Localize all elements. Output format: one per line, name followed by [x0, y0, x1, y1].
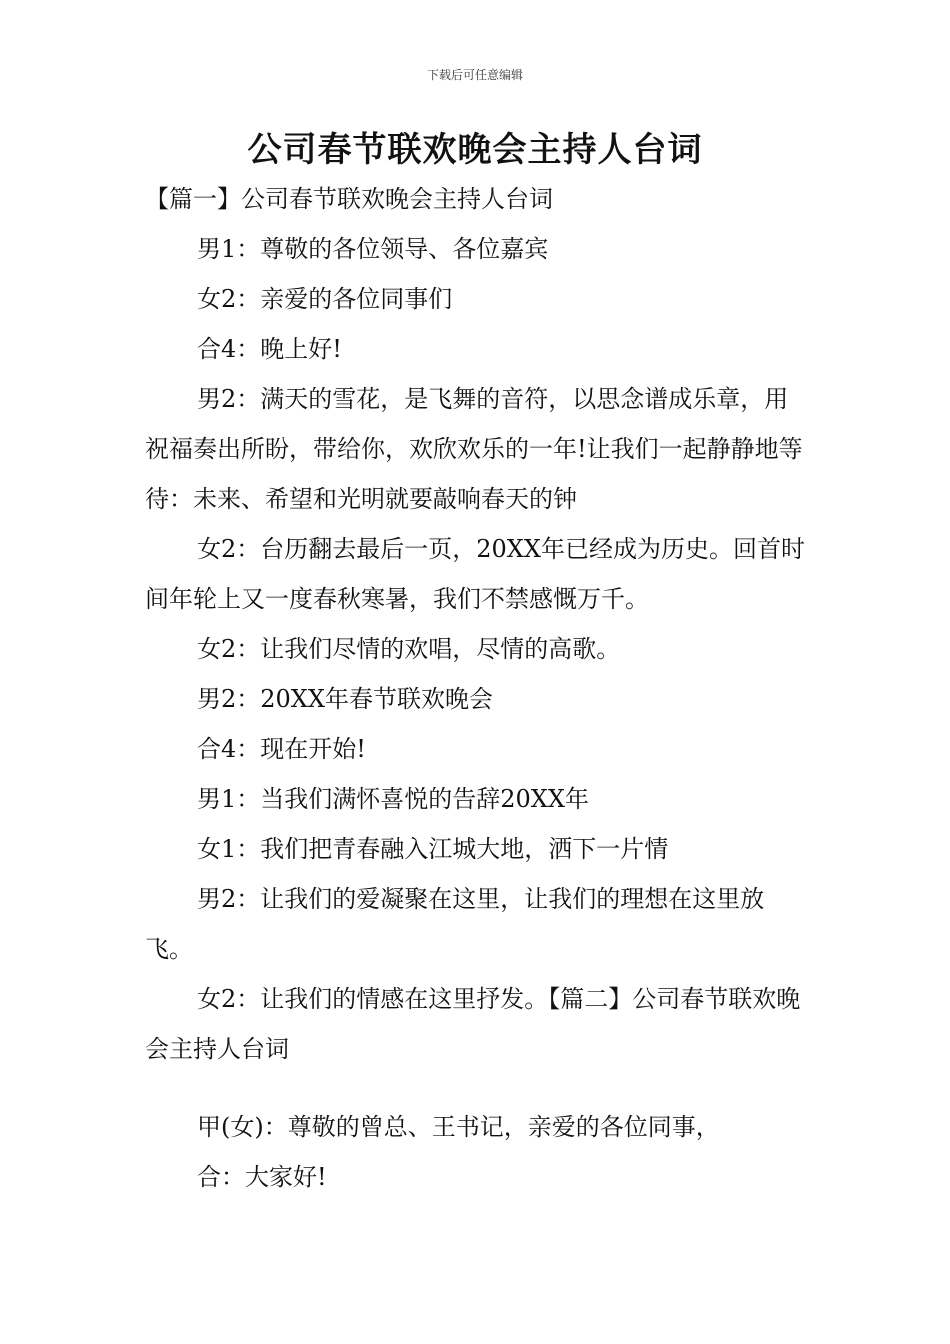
dialogue-line: 甲(女)：尊敬的曾总、王书记，亲爱的各位同事， [197, 1113, 720, 1141]
dialogue-line: 女2：让我们的情感在这里抒发。【篇二】公司春节联欢晚会主持人台词 [145, 985, 801, 1063]
document-body [145, 174, 810, 1202]
dialogue-line: 男2：让我们的爱凝聚在这里，让我们的理想在这里放飞。 [145, 885, 765, 963]
dialogue-line: 男1：尊敬的各位领导、各位嘉宾 [197, 235, 549, 263]
dialogue-line: 女2：让我们尽情的欢唱，尽情的高歌。 [197, 635, 621, 663]
paragraph-gap [145, 1074, 810, 1102]
dialogue-line: 合4：现在开始! [197, 735, 366, 763]
header-note: 下载后可任意编辑 [426, 68, 523, 82]
dialogue-line: 男2：20XX年春节联欢晚会 [197, 685, 493, 713]
document-title: 公司春节联欢晚会主持人台词 [247, 130, 703, 170]
dialogue-line: 男2：满天的雪花，是飞舞的音符，以思念谱成乐章，用祝福奏出所盼，带给你，欢欣欢乐的一年!让我们一起静静地等待：未来、希望和光明就要敲响春天的钟 [145, 385, 803, 513]
dialogue-line: 合4：晚上好! [197, 335, 342, 363]
dialogue-line: 女2：亲爱的各位同事们 [197, 285, 453, 313]
dialogue-line: 女1：我们把青春融入江城大地，洒下一片情 [197, 835, 669, 863]
dialogue-line: 合：大家好! [197, 1163, 327, 1191]
dialogue-line: 女2：台历翻去最后一页，20XX年已经成为历史。回首时间年轮上又一度春秋寒暑，我们不禁感慨万千。 [145, 535, 805, 613]
section-heading: 【篇一】公司春节联欢晚会主持人台词 [145, 185, 553, 213]
dialogue-line: 男1：当我们满怀喜悦的告辞20XX年 [197, 785, 589, 813]
